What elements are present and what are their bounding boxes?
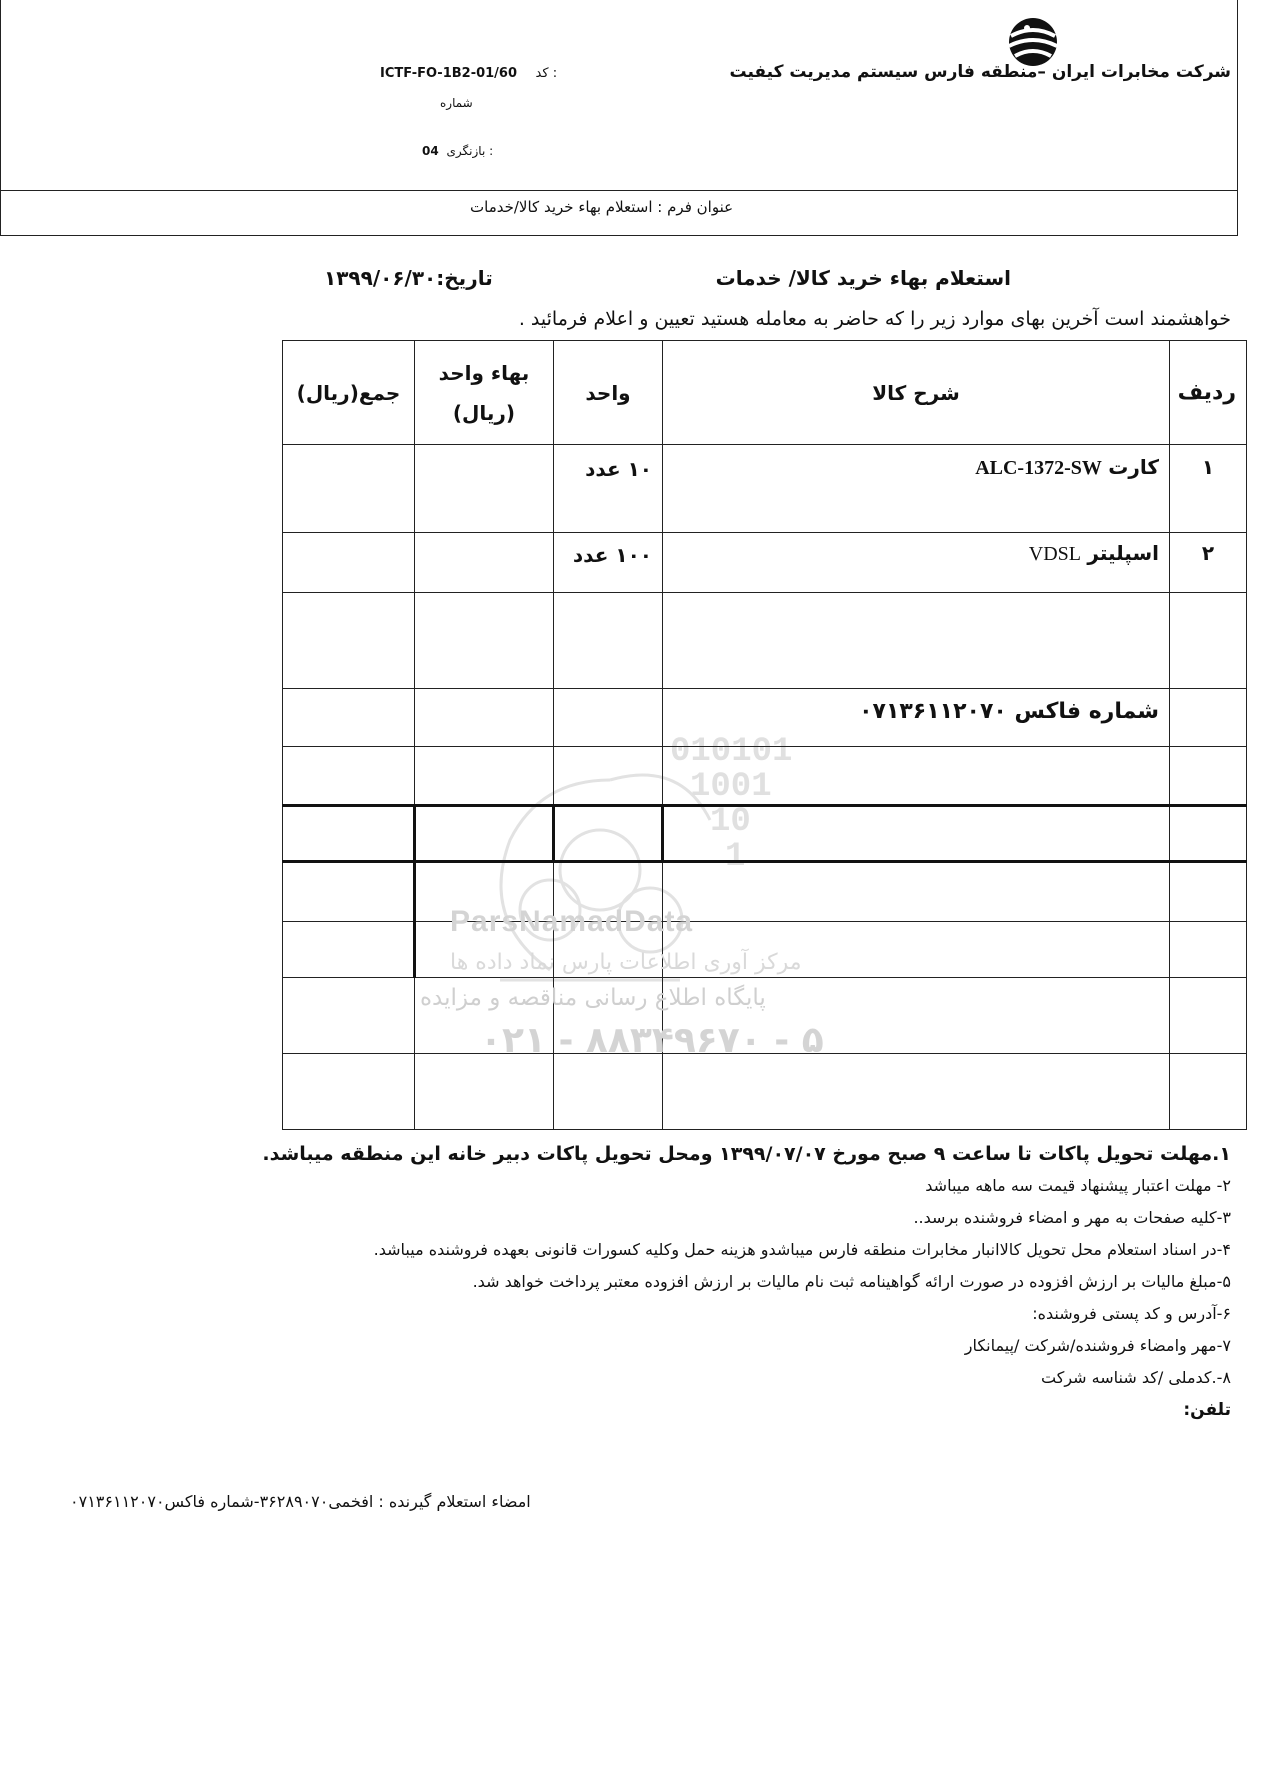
note-item: ۳-کلیه صفحات به مهر و امضاء فروشنده برسد.. [913,1208,1231,1227]
row-unit-price [415,533,554,593]
table-row [283,747,1247,805]
header-unit-price: بهاء واحد (ریال) [415,341,554,445]
table-row [283,593,1247,689]
svg-text:1: 1 [725,838,746,876]
watermark-phone: ۰۲۱ - ۸۸۳۴۹۶۷۰ - ۵ [480,1020,824,1061]
note-item: ۱.مهلت تحویل پاکات تا ساعت ۹ صبح مورخ ۱۳۹۹/۰۷/۰۷ ومحل تحویل پاکات دبیر خانه این منطقه میباشد. [262,1143,1231,1165]
row-unit: ۱۰ عدد [554,445,663,533]
revision-label: بازنگری : [446,144,494,158]
watermark-line2: پایگاه اطلاع رسانی مناقصه و مزایده [420,985,766,1011]
row-total [283,445,415,533]
header-total: جمع(ریال) [283,341,415,445]
row-description-latin: VDSL [1028,543,1082,566]
header-divider [0,190,1238,191]
note-item: ۲- مهلت اعتبار پیشنهاد قیمت سه ماهه میباشد [925,1176,1231,1195]
header-radif: ردیف [1170,341,1247,445]
row-description [663,445,1170,533]
number-label: شماره [440,96,473,110]
document-title: استعلام بهاء خرید کالا/ خدمات [715,266,1011,290]
items-table [282,340,1247,1130]
form-code-value: ICTF-FO-1B2-01/60 [380,66,518,81]
row-radif: ۲ [1170,533,1247,593]
row-unit-price [415,445,554,533]
row-description-fa: اسپلیتر [1087,541,1159,566]
note-item: ۶-آدرس و کد پستی فروشنده: [1032,1304,1231,1323]
form-title: عنوان فرم : استعلام بهاء خرید کالا/خدمات [470,198,734,216]
table-row [283,805,1247,861]
note-item: ۸-.کدملی /کد شناسه شرکت [1041,1368,1231,1387]
phone-label: تلفن: [1183,1400,1231,1420]
table-row [283,445,1247,533]
row-description [663,533,1170,593]
row-radif: ۱ [1170,445,1247,533]
fax-number: شماره فاکس ۰۷۱۳۶۱۱۲۰۷۰ [663,689,1170,747]
table-row [283,533,1247,593]
table-row [283,689,1247,747]
company-name: شرکت مخابرات ایران –منطقه فارس سیستم مدیریت کیفیت [729,62,1231,82]
table-row [283,861,1247,921]
note-item: ۵-مبلغ مالیات بر ارزش افزوده در صورت ارائه گواهینامه ثبت نام مالیات بر ارزش افزوده معتبر پرداخت خواهد شد. [472,1272,1231,1291]
svg-text:10: 10 [710,803,751,841]
form-code [380,66,557,81]
revision [422,144,493,158]
mokhaberat-logo-icon [1005,16,1061,68]
header-unit: واحد [554,341,663,445]
row-total [283,533,415,593]
svg-text:1001: 1001 [690,768,772,806]
note-item: ۴-در اسناد استعلام محل تحویل کالاانبار مخابرات منطقه فارس میباشدو هزینه حمل وکلیه کسورات قانونی بعهده فروشنده میباشد. [373,1240,1231,1259]
row-unit: ۱۰۰ عدد [554,533,663,593]
notes-list [211,1138,1231,1426]
row-description-latin: ALC-1372-SW [975,457,1102,480]
table-header-row [283,341,1247,445]
table-row [283,1053,1247,1129]
revision-value: 04 [422,144,439,158]
request-text: خواهشمند است آخرین بهای موارد زیر را که حاضر به معامله هستید تعیین و اعلام فرمائید . [518,308,1231,330]
watermark-line1: مرکز آوری اطلاعات پارس نماد داده ها [450,950,802,975]
watermark-brand: ParsNamadData [450,905,694,938]
note-item: ۷-مهر وامضاء فروشنده/شرکت /پیمانکار [964,1336,1231,1355]
header-description: شرح کالا [663,341,1170,445]
document-date: تاریخ:۱۳۹۹/۰۶/۳۰ [324,266,493,290]
row-description-fa: کارت [1108,455,1159,480]
svg-text:010101: 010101 [670,733,793,771]
signature-line: امضاء استعلام گیرنده : افخمی۳۶۲۸۹۰۷۰-شماره فاکس۰۷۱۳۶۱۱۲۰۷۰ [70,1492,531,1511]
form-code-label: کد : [535,66,558,81]
